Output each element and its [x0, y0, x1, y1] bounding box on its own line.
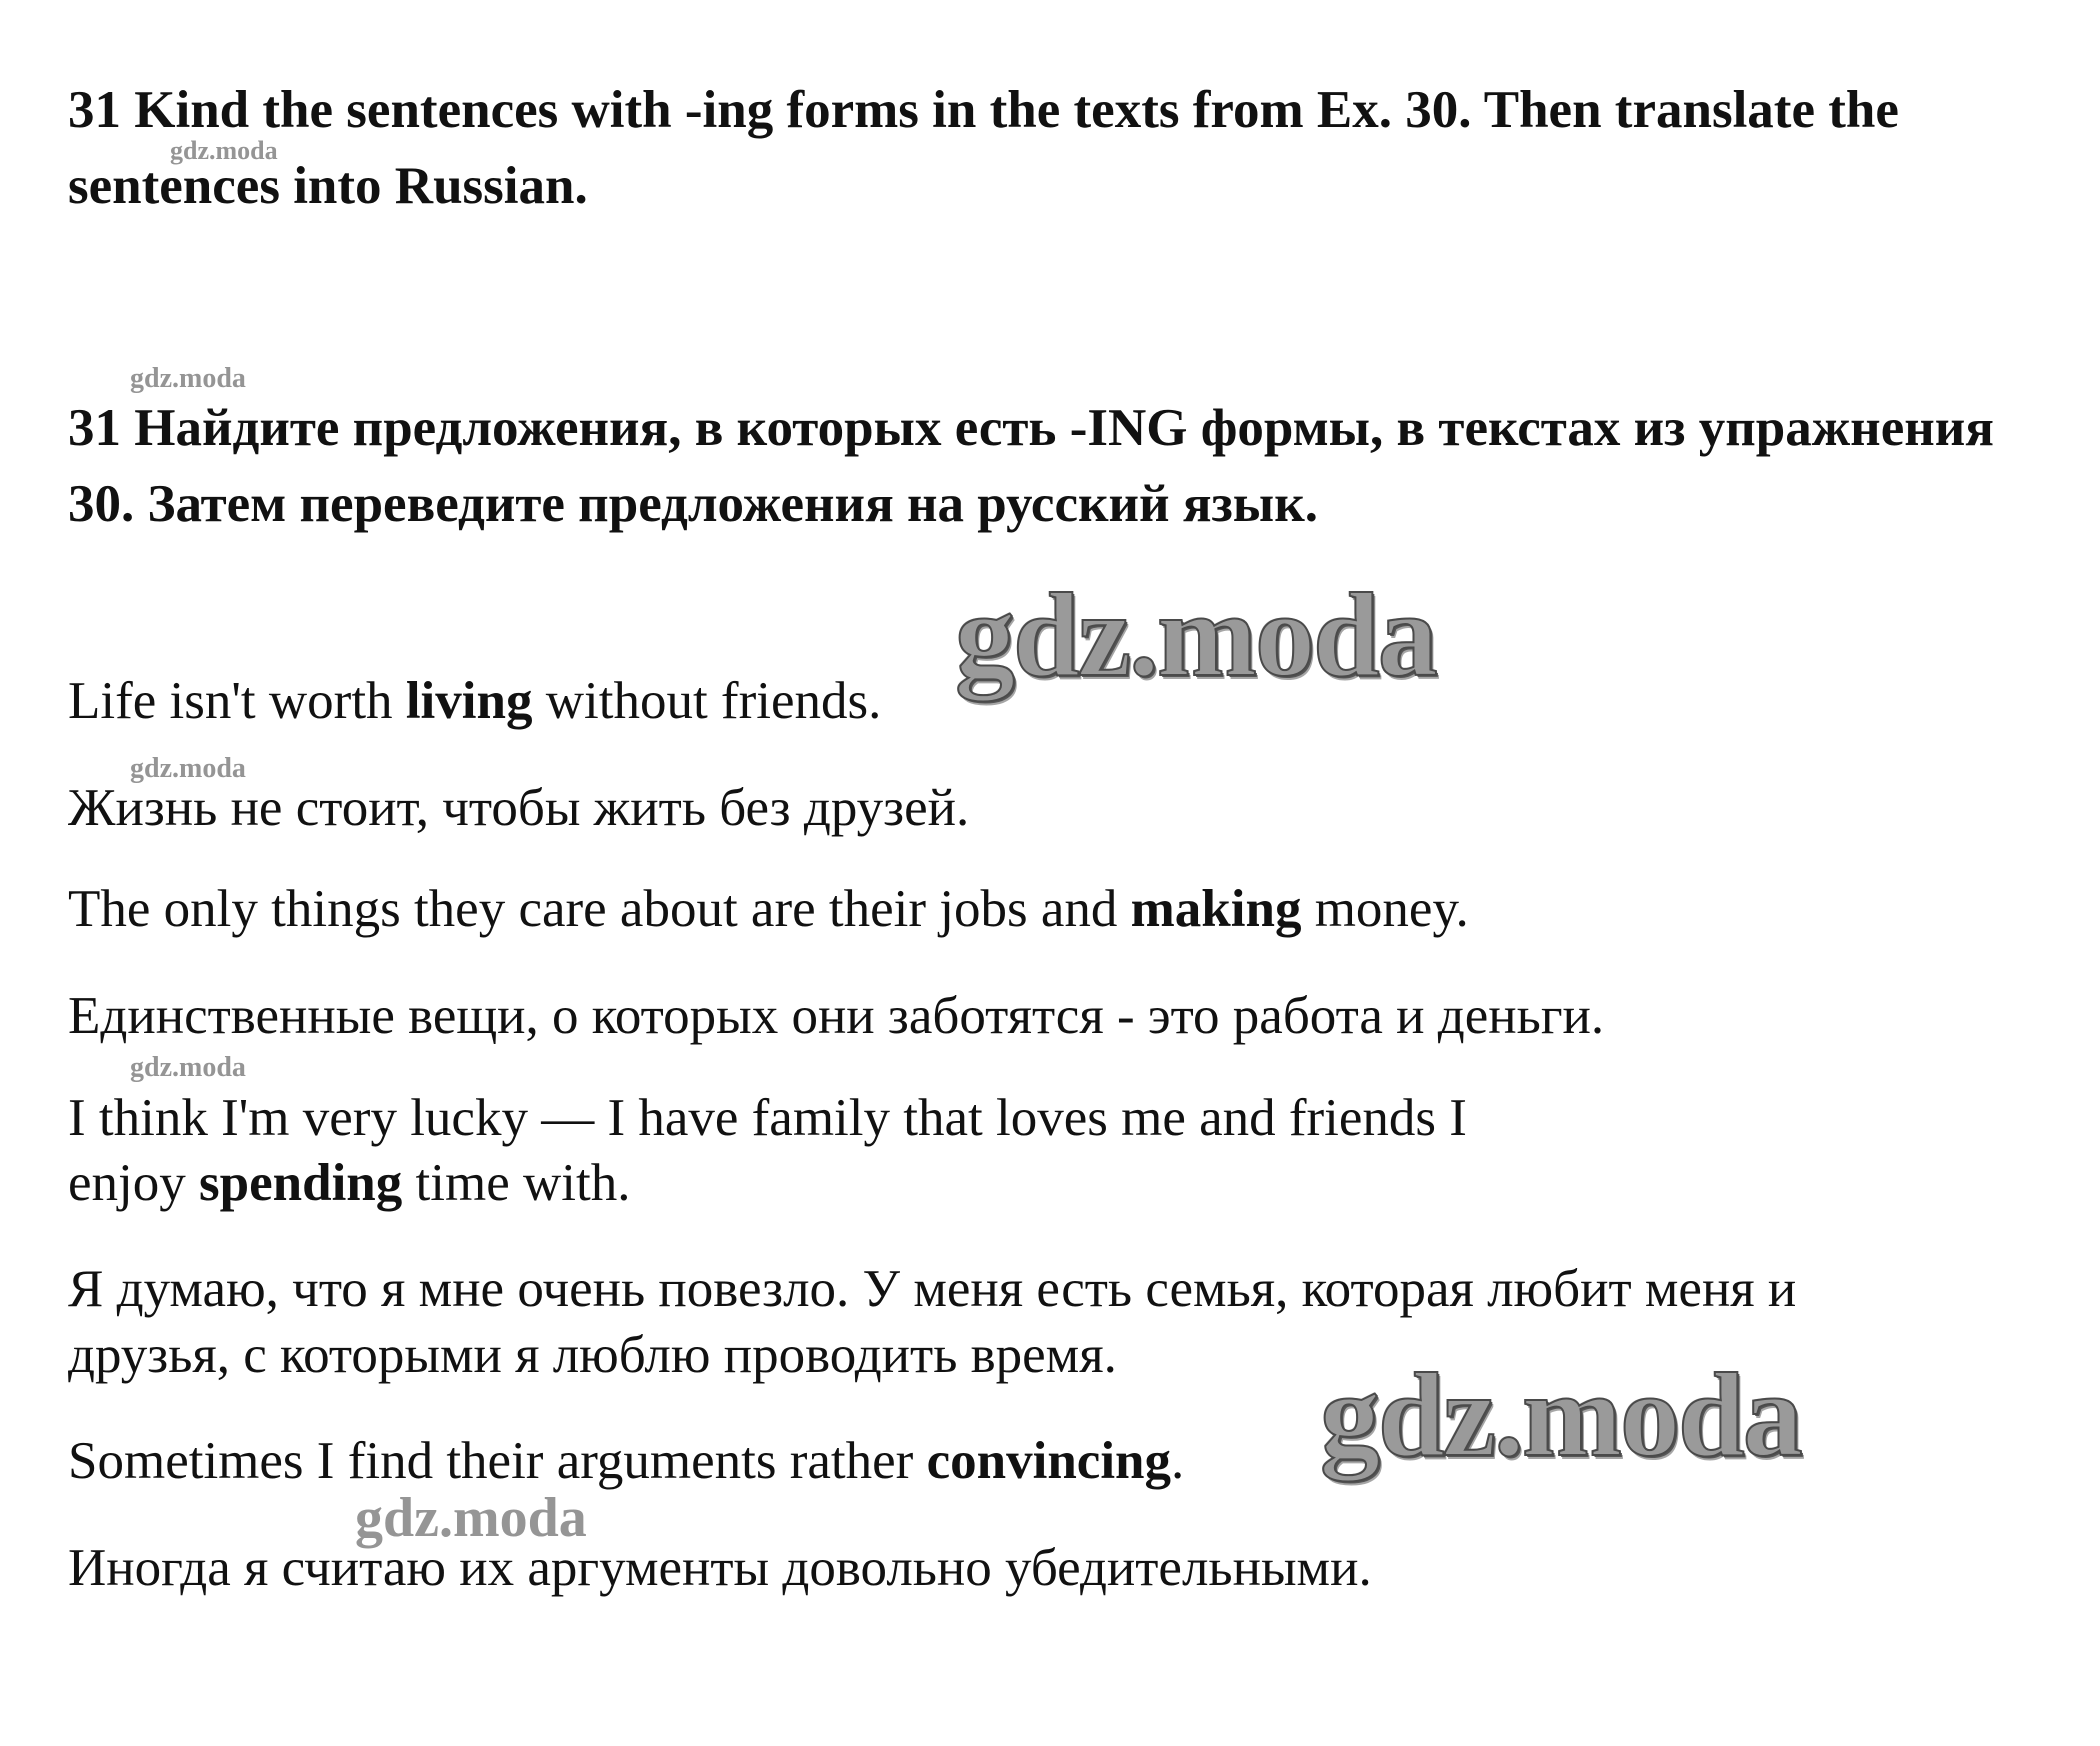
- watermark-small: gdz.moda: [130, 363, 246, 394]
- sentence-text: Sometimes I find their arguments rather: [68, 1432, 927, 1490]
- watermark-medium: gdz.moda: [355, 1487, 587, 1549]
- sentence-text: without friends.: [532, 672, 882, 730]
- sentence-ru-2: Единственные вещи, о которых они заботятся - это работа и деньги.: [68, 987, 1605, 1045]
- sentence-text: enjoy: [68, 1154, 199, 1212]
- sentence-ru-3-line2: друзья, с которыми я люблю проводить время.: [68, 1326, 1117, 1384]
- watermark-large: gdz.moda: [1320, 1348, 1801, 1481]
- sentence-ru-4: Иногда я считаю их аргументы довольно убедительными.: [68, 1539, 1372, 1597]
- watermark-large: gdz.moda: [955, 568, 1436, 701]
- sentence-en-3-line2: [68, 1150, 2048, 1217]
- sentence-ru-1: Жизнь не стоит, чтобы жить без друзей.: [68, 779, 970, 837]
- sentence-ru-3-line1: Я думаю, что я мне очень повезло. У меня есть семья, которая любит меня и: [68, 1260, 1797, 1318]
- ing-form: making: [1130, 880, 1302, 938]
- task-heading-en: 31 Kind the sentences with -ing forms in the texts from Ex. 30. Then translate the sentences into Russian.: [68, 81, 1899, 215]
- task-heading-ru: 31 Найдите предложения, в которых есть -ING формы, в текстах из упражнения 30. Затем переведите предложения на русский язык.: [68, 399, 1994, 533]
- ing-form: convincing: [926, 1432, 1172, 1490]
- sentence-text: Life isn't worth: [68, 672, 406, 730]
- ing-form: living: [405, 672, 533, 730]
- sentence-en-2: [68, 876, 2048, 943]
- watermark-small: gdz.moda: [130, 753, 246, 784]
- sentence-text: money.: [1301, 880, 1469, 938]
- sentence-text: The only things they care about are their jobs and: [68, 880, 1131, 938]
- watermark-small: gdz.moda: [170, 136, 278, 165]
- sentence-text: .: [1171, 1432, 1185, 1490]
- ing-form: spending: [199, 1154, 403, 1212]
- watermark-small: gdz.moda: [130, 1052, 246, 1083]
- sentence-text: time with.: [402, 1154, 631, 1212]
- sentence-en-3-line1: I think I'm very lucky — I have family that loves me and friends I: [68, 1089, 1467, 1147]
